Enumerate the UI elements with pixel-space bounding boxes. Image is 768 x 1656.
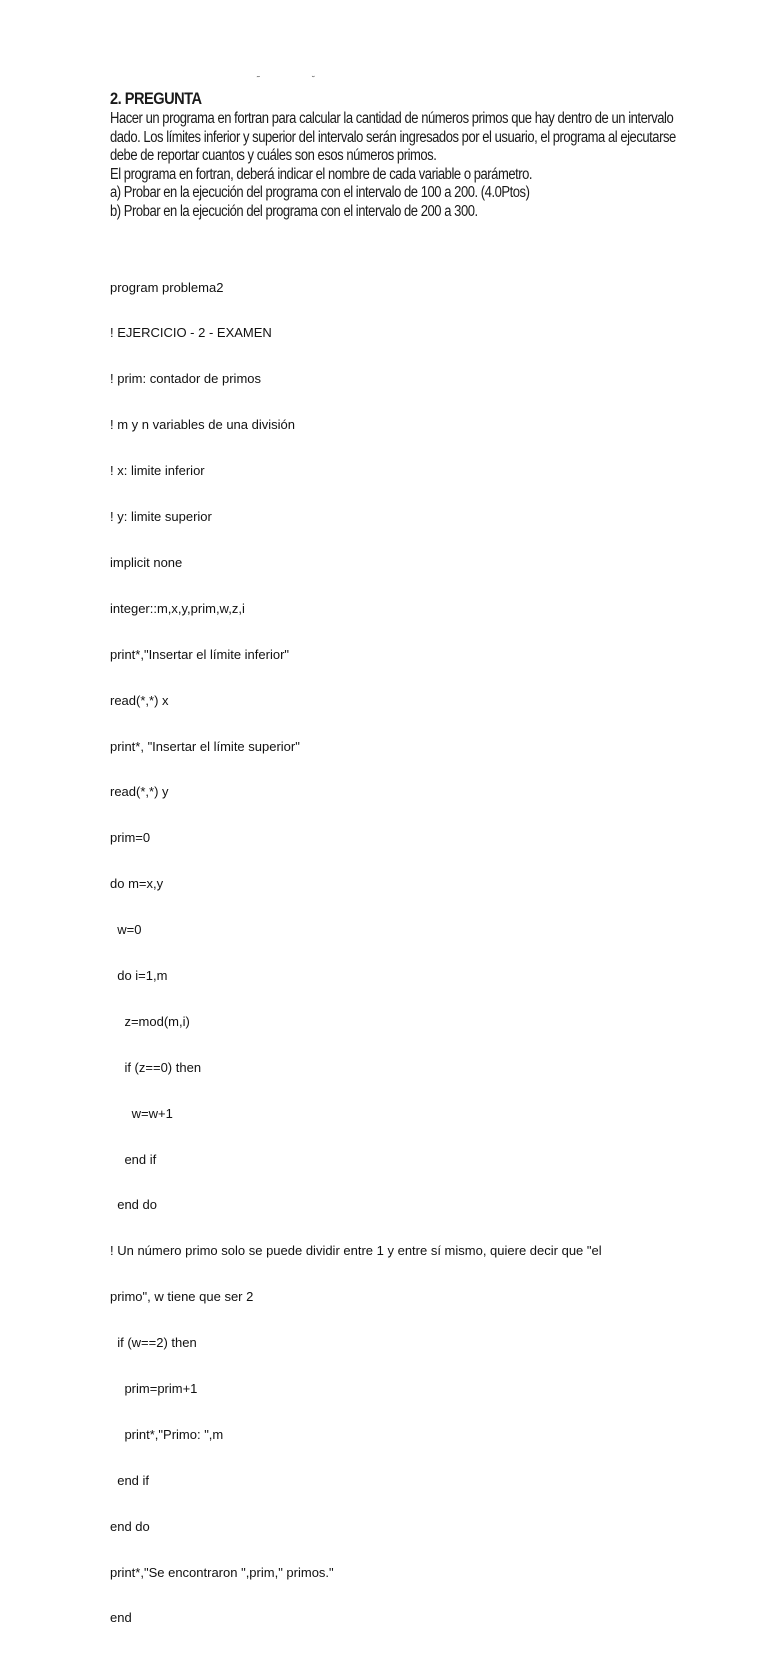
code-line: end <box>110 1610 132 1626</box>
code-line: ! EJERCICIO - 2 - EXAMEN <box>110 325 272 341</box>
scan-mark: ˜ <box>256 76 261 86</box>
code-line: if (w==2) then <box>110 1335 197 1351</box>
code-line: do m=x,y <box>110 876 164 892</box>
code-line: program problema2 <box>110 279 224 295</box>
question-line: b) Probar en la ejecución del programa con el intervalo de 200 a 300. <box>110 202 478 220</box>
code-line: end do <box>110 1518 150 1534</box>
code-line: end do <box>110 1197 157 1213</box>
question-line: dado. Los límites inferior y superior del intervalo serán ingresados por el usuario, el programa al ejecutarse <box>110 128 676 146</box>
code-line: end if <box>110 1472 150 1488</box>
code-line: read(*,*) y <box>110 784 169 800</box>
code-line: read(*,*) x <box>110 692 169 708</box>
code-line: print*,"Primo: ",m <box>110 1426 224 1442</box>
code-line: primo", w tiene que ser 2 <box>110 1289 254 1305</box>
code-listing <box>110 249 710 1656</box>
code-line: prim=0 <box>110 830 151 846</box>
question-line: debe de reportar cuantos y cuáles son esos números primos. <box>110 147 437 165</box>
code-line: ! m y n variables de una división <box>110 417 295 433</box>
question-block <box>110 88 730 222</box>
question-line: a) Probar en la ejecución del programa con el intervalo de 100 a 200. (4.0Ptos) <box>110 184 530 202</box>
code-line: ! Un número primo solo se puede dividir entre 1 y entre sí mismo, quiere decir que "el <box>110 1243 602 1259</box>
question-line: Hacer un programa en fortran para calcular la cantidad de números primos que hay dentro de un intervalo <box>110 110 674 127</box>
code-line: prim=prim+1 <box>110 1380 198 1396</box>
code-line: integer::m,x,y,prim,w,z,i <box>110 600 245 616</box>
code-line: print*,"Se encontraron ",prim," primos." <box>110 1564 334 1580</box>
code-line: ! x: limite inferior <box>110 463 205 479</box>
code-line: z=mod(m,i) <box>110 1013 190 1029</box>
scan-mark: ˘ <box>311 76 316 86</box>
code-line: w=w+1 <box>110 1105 173 1121</box>
code-line: implicit none <box>110 554 183 570</box>
code-line: end if <box>110 1151 157 1167</box>
code-line: print*,"Insertar el límite inferior" <box>110 646 290 662</box>
code-line: ! prim: contador de primos <box>110 371 262 387</box>
code-line: if (z==0) then <box>110 1059 202 1075</box>
code-line: do i=1,m <box>110 967 168 983</box>
code-line: ! y: limite superior <box>110 509 212 525</box>
code-line: print*, "Insertar el límite superior" <box>110 738 300 754</box>
code-line: w=0 <box>110 922 142 938</box>
question-title: 2. PREGUNTA <box>110 89 202 108</box>
question-line: El programa en fortran, deberá indicar el nombre de cada variable o parámetro. <box>110 165 533 183</box>
